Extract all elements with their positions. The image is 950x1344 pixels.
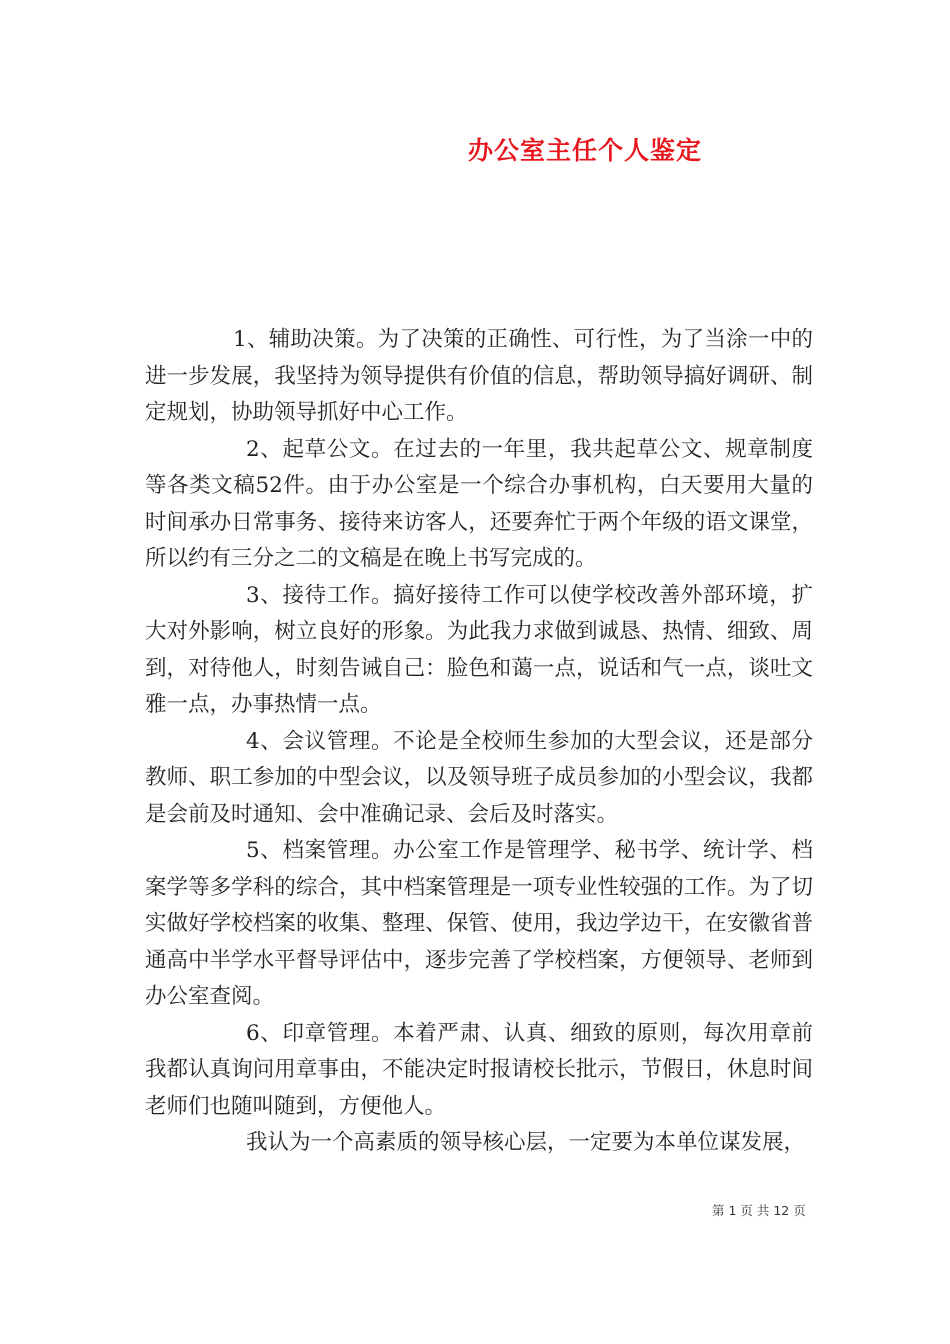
paragraph-7-conclusion: 我认为一个高素质的领导核心层，一定要为本单位谋发展，	[246, 1130, 806, 1155]
paragraph-3-reception-work: 3、接待工作。搞好接待工作可以使学校改善外部环境，扩大对外影响，树立良好的形象。为此我力求做到诚恳、热情、细致、周到，对待他人，时刻告诫自己：脸色和蔼一点，说话和气一点，谈吐文雅一点，办事热情一点。	[145, 582, 813, 717]
paragraph-4-meeting-management: 4、会议管理。不论是全校师生参加的大型会议，还是部分教师、职工参加的中型会议，以及领导班子成员参加的小型会议，我都是会前及时通知、会中准确记录、会后及时落实。	[145, 728, 813, 827]
paragraph-2-drafting-documents: 2、起草公文。在过去的一年里，我共起草公文、规章制度等各类文稿52件。由于办公室是一个综合办事机构，白天要用大量的时间承办日常事务、接待来访客人，还要奔忙于两个年级的语文课堂，所以约有三分之二的文稿是在晚上书写完成的。	[145, 436, 813, 571]
document-body	[145, 322, 813, 1162]
document-title: 办公室主任个人鉴定	[468, 136, 703, 165]
paragraph-6-seal-management: 6、印章管理。本着严肃、认真、细致的原则，每次用章前我都认真询问用章事由，不能决定时报请校长批示，节假日，休息时间老师们也随叫随到，方便他人。	[145, 1020, 813, 1119]
paragraph-5-archive-management: 5、档案管理。办公室工作是管理学、秘书学、统计学、档案学等多学科的综合，其中档案管理是一项专业性较强的工作。为了切实做好学校档案的收集、整理、保管、使用，我边学边干，在安徽省普通高中半学水平督导评估中，逐步完善了学校档案，方便领导、老师到办公室查阅。	[145, 838, 813, 1009]
page-number-footer: 第 1 页 共 12 页	[712, 1203, 806, 1218]
paragraph-1-decision-support: 1、辅助决策。为了决策的正确性、可行性，为了当涂一中的进一步发展，我坚持为领导提供有价值的信息，帮助领导搞好调研、制定规划，协助领导抓好中心工作。	[145, 327, 813, 425]
